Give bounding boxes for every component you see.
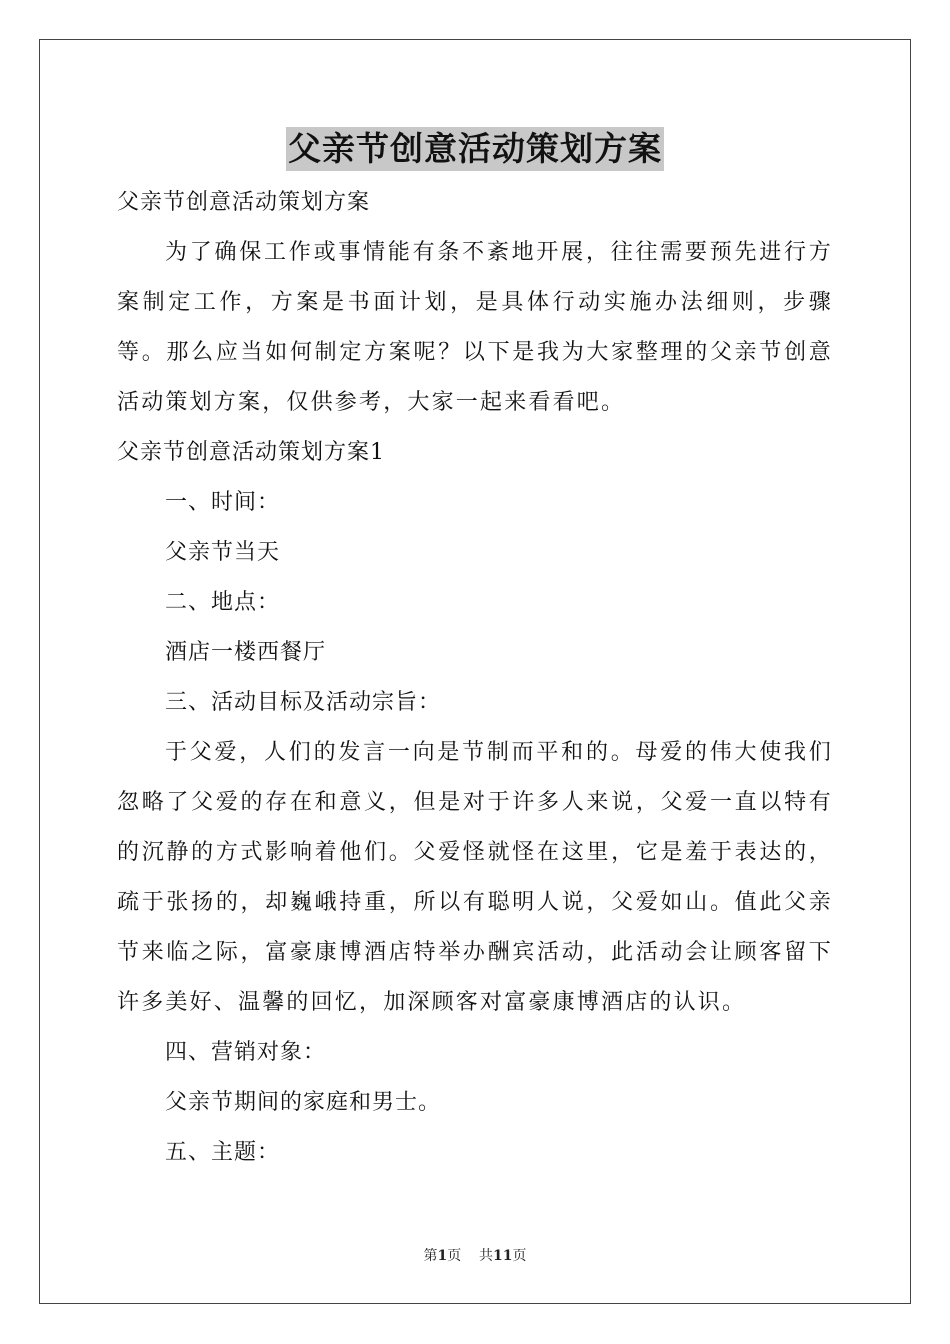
item2-heading: 二、地点： — [165, 590, 281, 615]
page-prefix: 第 — [423, 1248, 438, 1264]
item3-paragraph: 于父爱，人们的发言一向是节制而平和的。母爱的伟大使我们忽略了父爱的存在和意义，但是对于许多人来说，父爱一直以特有的沉静的方式影响着他们。父爱怪就怪在这里，它是羞于表达的，疏于张扬的，却巍峨持重，所以有聪明人说，父爱如山。值此父亲节来临之际，富豪康博酒店特举办酬宾活动，此活动会让顾客留下许多美好、温馨的回忆，加深顾客对富豪康博酒店的认识。 — [117, 740, 833, 1015]
total-pages: 11 — [493, 1248, 513, 1264]
item1-text: 父亲节当天 — [165, 540, 281, 565]
section-heading: 父亲节创意活动策划方案1 — [117, 440, 385, 465]
total-suffix: 页 — [512, 1248, 527, 1264]
total-prefix: 共 — [479, 1248, 494, 1264]
item3-heading: 三、活动目标及活动宗旨： — [165, 690, 442, 715]
page-footer — [0, 1246, 950, 1266]
intro-paragraph: 为了确保工作或事情能有条不紊地开展，往往需要预先进行方案制定工作，方案是书面计划，是具体行动实施办法细则，步骤等。那么应当如何制定方案呢？以下是我为大家整理的父亲节创意活动策划方案，仅供参考，大家一起来看看吧。 — [117, 240, 833, 415]
document-subtitle: 父亲节创意活动策划方案 — [117, 190, 371, 215]
item4-heading: 四、营销对象： — [165, 1040, 327, 1065]
item2-text: 酒店一楼西餐厅 — [165, 640, 327, 665]
document-body — [117, 178, 833, 1178]
item4-text: 父亲节期间的家庭和男士。 — [165, 1090, 442, 1115]
title-container — [0, 127, 950, 171]
document-title: 父亲节创意活动策划方案 — [286, 127, 664, 171]
page-suffix: 页 — [447, 1248, 462, 1264]
item1-heading: 一、时间： — [165, 490, 281, 515]
page-number: 1 — [437, 1248, 448, 1264]
item5-heading: 五、主题： — [165, 1140, 281, 1165]
